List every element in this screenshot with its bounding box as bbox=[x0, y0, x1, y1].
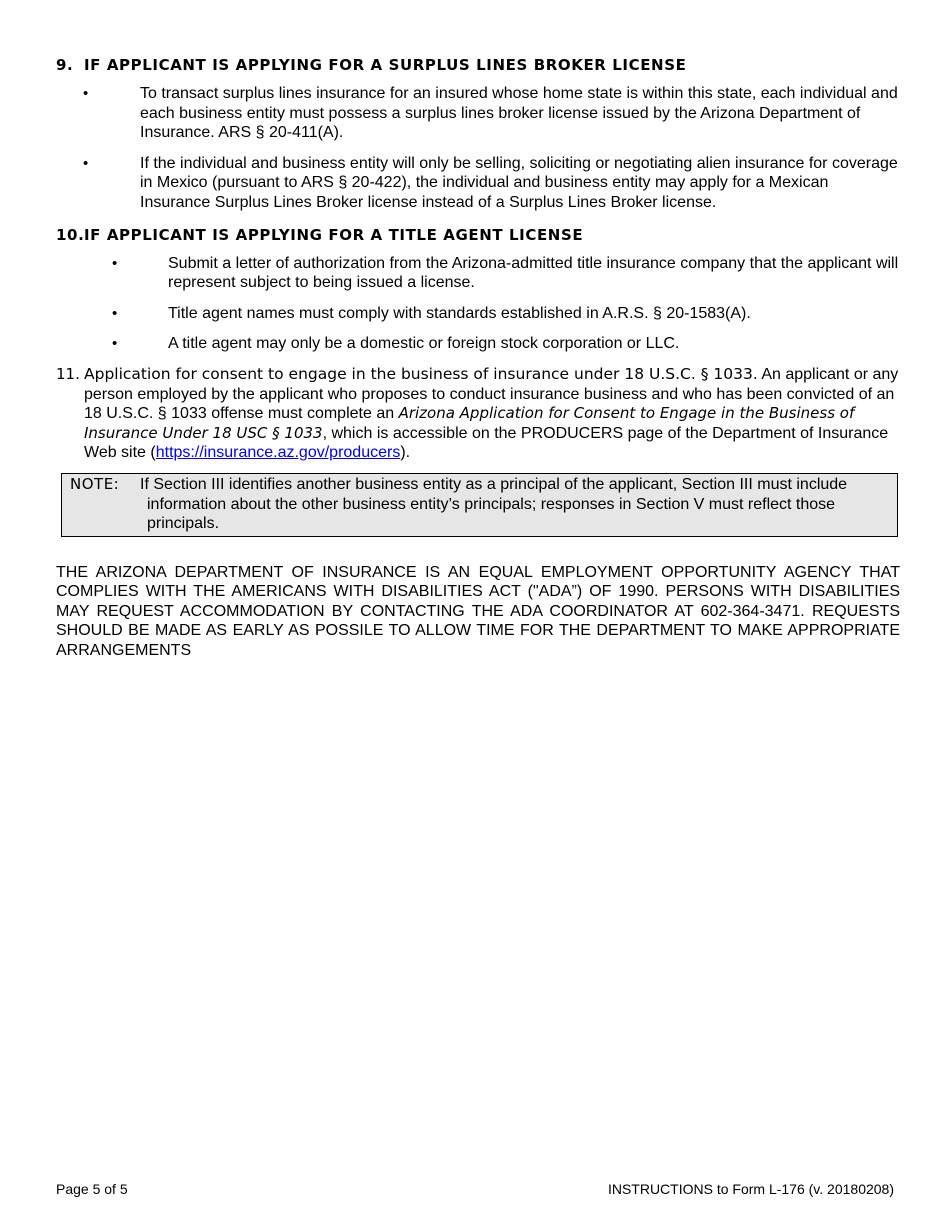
list-item bbox=[56, 334, 900, 354]
bullet-icon: • bbox=[83, 85, 89, 102]
section-11 bbox=[56, 365, 900, 463]
section-11-form-title: Arizona Application for Consent to Engage in the Business of Insurance Under 18 USC § 1033 bbox=[84, 404, 855, 442]
section-9-title: IF APPLICANT IS APPLYING FOR A SURPLUS LINES BROKER LICENSE bbox=[84, 56, 687, 74]
bullet-text: If the individual and business entity will only be selling, soliciting or negotiating alien insurance for coverage in Mexico (pursuant to ARS § 20-422), the individual and business entity may apply for a Mexican Insurance Surplus Lines Broker license instead of a Surplus Lines Broker license. bbox=[140, 154, 898, 211]
section-11-text-1: An applicant or any person employed by the applicant who proposes to conduct insurance business and who has been convicted of an 18 U.S.C. § 1033 offense must complete an bbox=[84, 365, 899, 423]
list-item bbox=[56, 154, 900, 213]
document-page bbox=[56, 54, 900, 677]
ada-notice: THE ARIZONA DEPARTMENT OF INSURANCE IS AN EQUAL EMPLOYMENT OPPORTUNITY AGENCY THAT COMPLIES WITH THE AMERICANS WITH DISABILITIES ACT ("ADA”) OF 1990. PERSONS WITH DISABILITIES MAY REQUEST ACCOMMODATION BY CONTACTING THE ADA COORDINATOR AT 602-364-3471. REQUESTS SHOULD BE MADE AS EARLY AS POSSILE TO ALLOW TIME FOR THE DEPARTMENT TO MAKE APPROPRIATE ARRANGEMENTS bbox=[56, 563, 900, 660]
section-11-text-3: ). bbox=[400, 444, 411, 462]
form-identifier: INSTRUCTIONS to Form L-176 (v. 20180208) bbox=[607, 1181, 894, 1197]
list-item bbox=[56, 84, 900, 143]
section-9-number: 9. bbox=[56, 56, 74, 74]
section-9-heading bbox=[56, 54, 900, 76]
section-11-lead: Application for consent to engage in the business of insurance under 18 U.S.C. § 1033. bbox=[84, 364, 758, 383]
bullet-icon: • bbox=[112, 254, 118, 272]
section-10-title: IF APPLICANT IS APPLYING FOR A TITLE AGENT LICENSE bbox=[84, 225, 584, 244]
bullet-icon: • bbox=[83, 154, 89, 172]
section-11-text-2: , which is accessible on the PRODUCERS page of the Department of Insurance Web site ( bbox=[84, 424, 889, 462]
bullet-text: A title agent may only be a domestic or foreign stock corporation or LLC. bbox=[168, 335, 680, 353]
section-10-heading bbox=[56, 224, 900, 246]
list-item bbox=[56, 304, 900, 324]
section-10-number: 10. bbox=[56, 225, 85, 244]
bullet-text: Submit a letter of authorization from the Arizona-admitted title insurance company that the applicant will represent subject to being issued a license. bbox=[168, 254, 899, 292]
section-10-bullet-list bbox=[56, 254, 900, 354]
note-text: If Section III identifies another business entity as a principal of the applicant, Section III must include information about the other business entity’s principals; responses in Section V must reflect those principals. bbox=[140, 475, 848, 533]
bullet-icon: • bbox=[112, 304, 118, 322]
bullet-icon: • bbox=[112, 335, 118, 353]
page-footer bbox=[56, 1181, 894, 1197]
section-11-body bbox=[84, 365, 900, 463]
page-number: Page 5 of 5 bbox=[56, 1181, 128, 1197]
producers-link[interactable]: https://insurance.az.gov/producers bbox=[155, 444, 401, 462]
note-label: NOTE: bbox=[70, 474, 120, 493]
section-9-bullet-list bbox=[56, 84, 900, 213]
bullet-text: Title agent names must comply with standards established in A.R.S. § 20-1583(A). bbox=[168, 304, 751, 322]
list-item bbox=[56, 254, 900, 293]
bullet-text: To transact surplus lines insurance for an insured whose home state is within this state, each individual and each business entity must possess a surplus lines broker license issued by the Arizona Department of Insurance. ARS § 20-411(A). bbox=[140, 85, 898, 142]
note-box bbox=[61, 473, 898, 537]
section-11-number: 11. bbox=[56, 364, 80, 383]
